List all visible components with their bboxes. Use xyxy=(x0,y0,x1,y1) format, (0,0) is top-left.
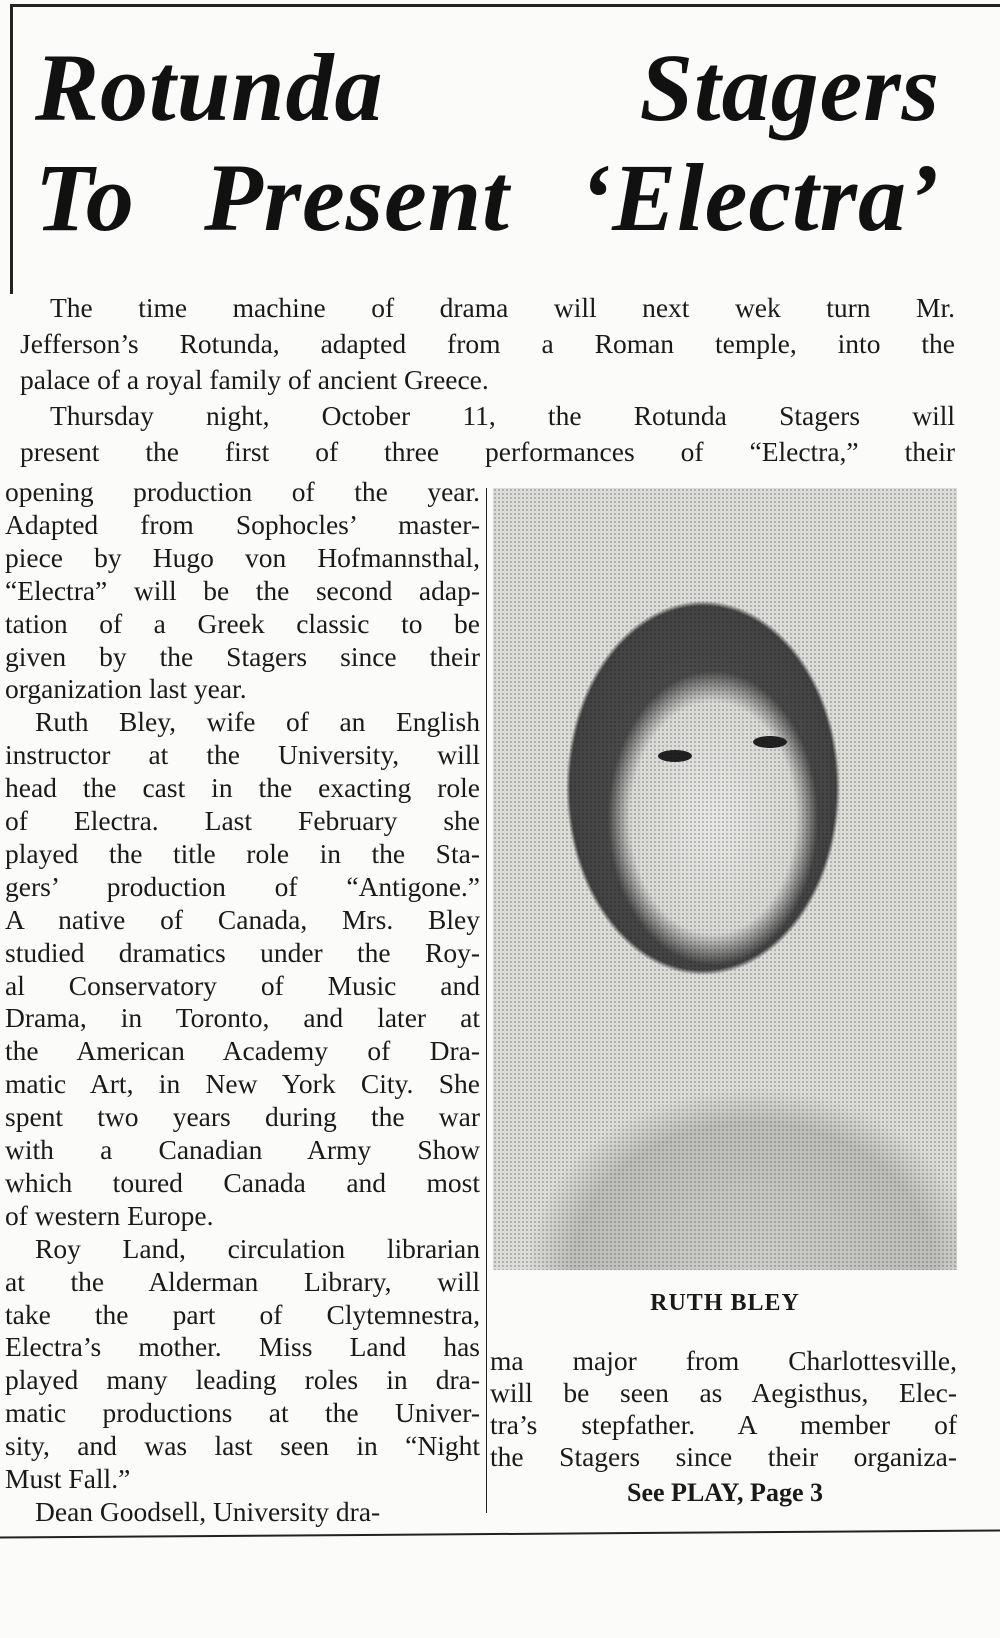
text-line: present the first of three performances of “Electra,” their xyxy=(20,436,955,467)
text-line: opening production of the year. xyxy=(5,476,480,507)
text-line: palace of a royal family of ancient Greece. xyxy=(20,364,489,395)
text-line: Ruth Bley, wife of an English xyxy=(35,706,480,738)
text-line: Roy Land, circulation librarian xyxy=(35,1232,480,1264)
photo-eye xyxy=(753,736,787,748)
text-line: A native of Canada, Mrs. Bley xyxy=(5,903,480,935)
text-line: instructor at the University, will xyxy=(5,739,480,771)
text-line: ma major from Charlottesville, xyxy=(490,1345,957,1376)
text-line: matic productions at the Univer- xyxy=(5,1397,480,1429)
text-line: with a Canadian Army Show xyxy=(5,1134,480,1165)
text-line: the Stagers since their organiza- xyxy=(490,1441,957,1472)
text-line: take the part of Clytemnestra, xyxy=(5,1298,480,1330)
text-line: Drama, in Toronto, and later at xyxy=(5,1002,480,1034)
text-line: which toured Canada and most xyxy=(5,1166,480,1198)
text-line: Jefferson’s Rotunda, adapted from a Roman temple, into the xyxy=(20,328,955,359)
text-line: tation of a Greek classic to be xyxy=(5,607,480,639)
headline-line-2: To Present ‘Electra’ xyxy=(35,144,940,251)
text-line: piece by Hugo von Hofmannsthal, xyxy=(5,541,480,573)
text-line: given by the Stagers since their xyxy=(5,640,480,672)
text-line: will be seen as Aegisthus, Elec- xyxy=(490,1377,957,1408)
text-line: gers’ production of “Antigone.” xyxy=(5,870,480,902)
text-line: Adapted from Sophocles’ master- xyxy=(5,508,480,540)
column-divider xyxy=(486,488,487,1513)
text-line: at the Alderman Library, will xyxy=(5,1265,480,1297)
text-line: “Electra” will be the second adap- xyxy=(5,574,480,606)
headline-box-top xyxy=(10,4,1000,7)
text-line: played many leading roles in dra- xyxy=(5,1364,480,1396)
text-line: organization last year. xyxy=(5,673,247,705)
bottom-rule xyxy=(0,1530,1000,1539)
text-line: Thursday night, October 11, the Rotunda Stagers will xyxy=(50,400,955,431)
headline-line-1: Rotunda Stagers xyxy=(35,34,940,141)
text-line: played the title role in the Sta- xyxy=(5,837,480,869)
photo-caption: RUTH BLEY xyxy=(650,1290,800,1316)
text-line: studied dramatics under the Roy- xyxy=(5,936,480,968)
text-line: matic Art, in New York City. She xyxy=(5,1068,480,1100)
headline-box-left xyxy=(10,4,13,294)
text-line: of western Europe. xyxy=(5,1199,214,1231)
text-line: spent two years during the war xyxy=(5,1101,480,1133)
text-line: tra’s stepfather. A member of xyxy=(490,1409,957,1440)
portrait-photo xyxy=(493,488,957,1270)
text-line: head the cast in the exacting role xyxy=(5,772,480,804)
text-line: sity, and was last seen in “Night xyxy=(5,1430,480,1462)
text-line: Must Fall.” xyxy=(5,1463,131,1494)
text-line: Dean Goodsell, University dra- xyxy=(35,1495,381,1527)
text-line: Electra’s mother. Miss Land has xyxy=(5,1331,480,1363)
text-line: of Electra. Last February she xyxy=(5,805,480,836)
text-line: The time machine of drama will next wek turn Mr. xyxy=(50,292,955,323)
text-line: the American Academy of Dra- xyxy=(5,1035,480,1067)
jump-line[interactable]: See PLAY, Page 3 xyxy=(627,1478,823,1507)
text-line: al Conservatory of Music and xyxy=(5,969,480,1001)
photo-eye xyxy=(658,750,692,762)
